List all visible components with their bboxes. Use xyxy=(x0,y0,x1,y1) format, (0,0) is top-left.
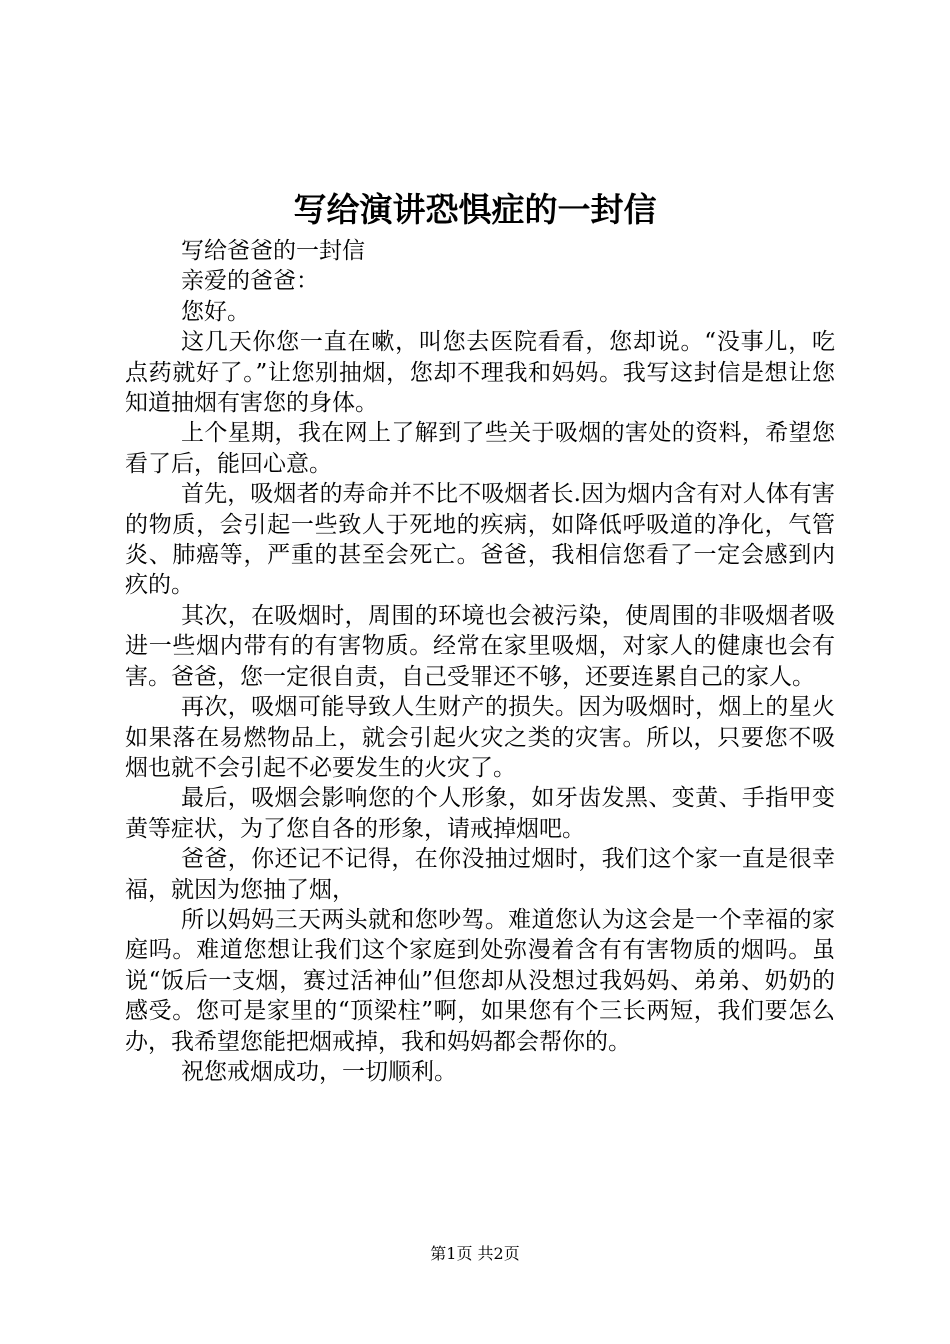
paragraph-memory: 爸爸，你还记不记得，在你没抽过烟时，我们这个家一直是很幸福，就因为您抽了烟， xyxy=(125,846,835,903)
paragraph-closing: 祝您戒烟成功，一切顺利。 xyxy=(181,1058,457,1085)
paragraph-heading-letter: 写给爸爸的一封信 xyxy=(181,238,365,264)
paragraph-first-point: 首先，吸烟者的寿命并不比不吸烟者长.因为烟内含有对人体有害的物质，会引起一些致人于死地的疾病，如降低呼吸道的净化，气管炎、肺癌等，严重的甚至会死亡。爸爸，我相信您看了一定会感到内疚的。 xyxy=(125,481,835,599)
paragraph-third-point: 再次，吸烟可能导致人生财产的损失。因为吸烟时，烟上的星火如果落在易燃物品上，就会引起火灾之类的灾害。所以，只要您不吸烟也就不会引起不必要发生的火灾了。 xyxy=(125,694,835,781)
paragraph-intro: 这几天你您一直在嗽，叫您去医院看看，您却说。“没事儿，吃点药就好了。”让您别抽烟，您却不理我和妈妈。我写这封信是想让您知道抽烟有害您的身体。 xyxy=(125,329,835,417)
page-number-footer: 第1页 共2页 xyxy=(430,1244,520,1263)
paragraph-fourth-point: 最后，吸烟会影响您的个人形象，如牙齿发黑、变黄、手指甲变黄等症状，为了您自各的形象，请戒掉烟吧。 xyxy=(125,785,835,842)
document-body xyxy=(125,236,835,1087)
paragraph-research: 上个星期，我在网上了解到了些关于吸烟的害处的资料，希望您看了后，能回心意。 xyxy=(125,420,835,477)
paragraph-second-point: 其次，在吸烟时，周围的环境也会被污染，使周围的非吸烟者吸进一些烟内带有的有害物质。经常在家里吸烟，对家人的健康也会有害。爸爸，您一定很自责，自己受罪还不够，还要连累自己的家人。 xyxy=(125,602,835,690)
paragraph-greeting: 您好。 xyxy=(181,298,250,325)
document-title: 写给演讲恐惧症的一封信 xyxy=(293,190,657,229)
paragraph-family: 所以妈妈三天两头就和您吵驾。难道您认为这会是一个幸福的家庭吗。难道您想让我们这个家庭到处弥漫着含有有害物质的烟吗。虽说“饭后一支烟，赛过活神仙”但您却从没想过我妈妈、弟弟、奶奶的感受。您可是家里的“顶梁柱”啊，如果您有个三长两短，我们要怎么办，我希望您能把烟戒掉，我和妈妈都会帮你的。 xyxy=(125,906,835,1055)
paragraph-salutation: 亲爱的爸爸： xyxy=(181,268,319,295)
